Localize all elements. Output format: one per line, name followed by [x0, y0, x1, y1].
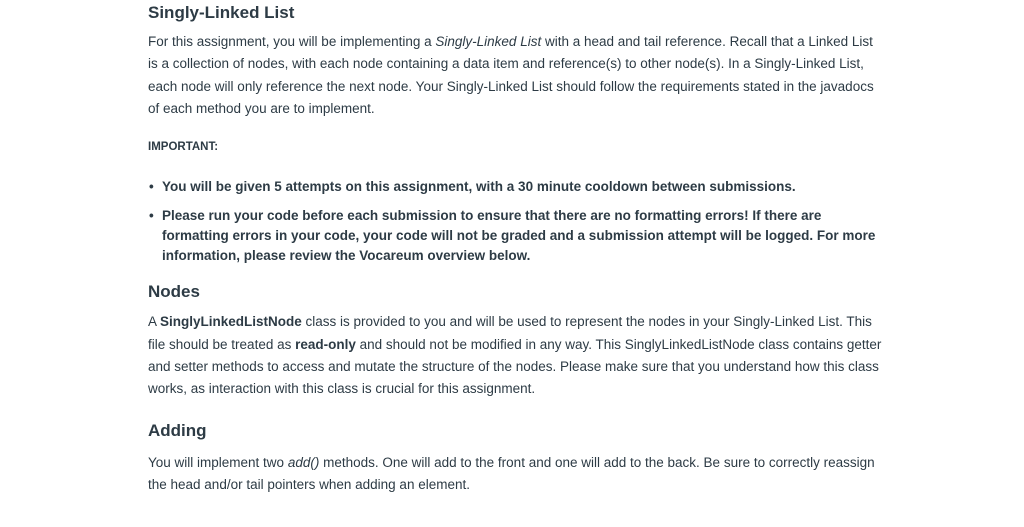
important-item-attempts	[148, 177, 883, 197]
nodes-class-name: SinglyLinkedListNode	[160, 314, 302, 330]
nodes-text-1: A	[148, 314, 161, 330]
adding-paragraph	[148, 452, 883, 497]
nodes-text-2: class is provided to you and will be used to represent the nodes in your Singly-Linked List. This file should be treated as	[148, 314, 872, 352]
nodes-read-only: read-only	[295, 336, 356, 352]
bullet-icon: •	[149, 179, 154, 195]
important-item-text: Please run your code before each submission to ensure that there are no formatting errors! If there are formatting errors in your code, your code will not be graded and a submission attempt will be logged. For more information, please review the Vocareum overview below.	[162, 207, 876, 263]
section-title-nodes: Nodes	[148, 282, 200, 302]
important-label: IMPORTANT:	[148, 141, 219, 154]
bullet-icon: •	[149, 207, 154, 223]
adding-text-2: methods. One will add to the front and one will add to the back. Be sure to correctly reassign the head and/or tail pointers when adding an element.	[148, 454, 875, 492]
important-item-formatting	[148, 206, 883, 265]
assignment-content	[148, 0, 883, 496]
intro-emphasis: Singly-Linked List	[435, 34, 542, 49]
important-item-text: You will be given 5 attempts on this assignment, with a 30 minute cooldown between submissions.	[162, 179, 796, 195]
section-title-singly-linked-list: Singly-Linked List	[148, 3, 295, 22]
intro-text-1: For this assignment, you will be implementing a	[148, 34, 436, 49]
nodes-text-3: and should not be modified in any way. This SinglyLinkedListNode class contains getter and setter methods to access and mutate the structure of the nodes. Please make sure that you understand how this class works, as interaction with this class is crucial for this assignment.	[148, 336, 882, 397]
intro-text-2: with a head and tail reference. Recall that a Linked List is a collection of nodes, with each node containing a data item and reference(s) to other node(s). In a Singly-Linked List, each node will only reference the next node. Your Singly-Linked List should follow the requirements stated in the javadocs of each method you are to implement.	[148, 34, 874, 116]
nodes-paragraph	[148, 311, 883, 400]
section-title-adding: Adding	[148, 420, 207, 440]
adding-text-1: You will implement two	[148, 454, 288, 470]
adding-method-name: add()	[287, 454, 320, 470]
important-list	[148, 177, 883, 265]
intro-paragraph	[148, 31, 883, 120]
